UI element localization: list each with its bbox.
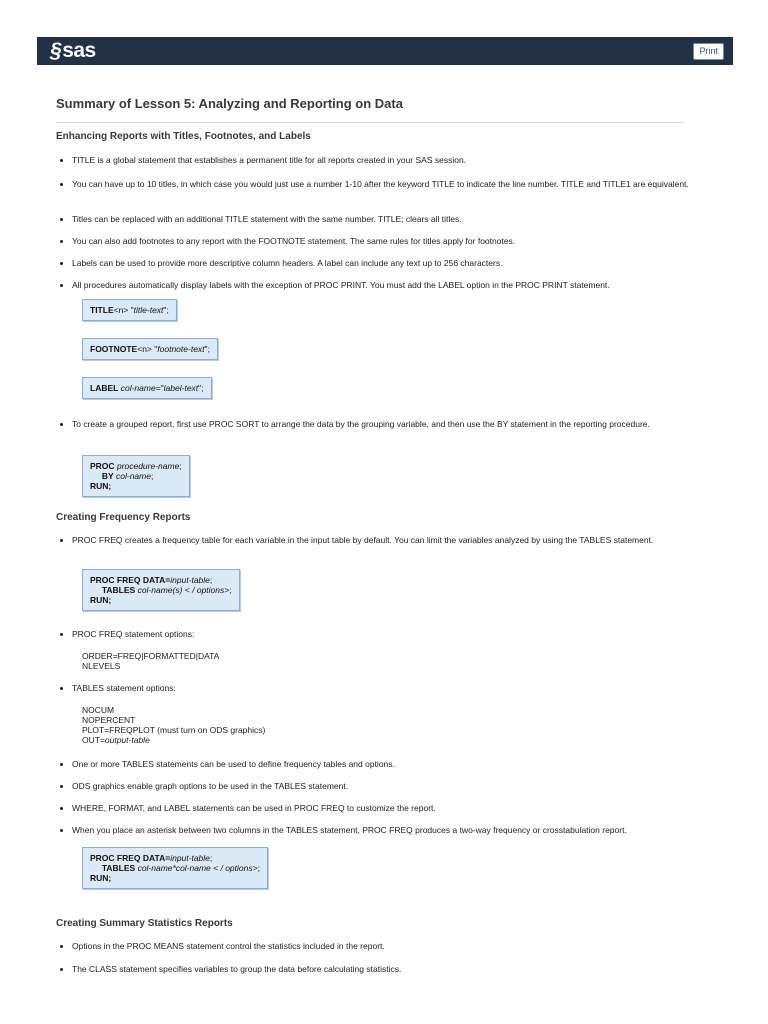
titles-bullet-list-7 [56, 419, 712, 429]
list-item: • The CLASS statement specifies variables to group the data before calculating statistics. [72, 964, 712, 974]
list-item: • PROC FREQ statement options: [72, 629, 712, 639]
top-banner [37, 37, 733, 65]
code-box-title: TITLE<n> "title-text"; [82, 299, 177, 321]
list-item: • WHERE, FORMAT, and LABEL statements can be used in PROC FREQ to customize the report. [72, 803, 712, 813]
freq-bullet-list-7 [56, 825, 732, 835]
list-item: • One or more TABLES statements can be used to define frequency tables and options. [72, 759, 712, 769]
freq-bullet-list-6 [56, 803, 712, 813]
list-item: • TITLE is a global statement that establishes a permanent title for all reports created in your SAS session. [72, 155, 712, 165]
freq-bullet-list-4 [56, 759, 712, 769]
sas-swirl-icon: § [50, 39, 62, 62]
list-item: • TABLES statement options: [72, 683, 712, 693]
freq-bullet-list-5 [56, 781, 712, 791]
section-heading-titles: Enhancing Reports with Titles, Footnotes, and Labels [56, 131, 311, 142]
list-item: • You can have up to 10 titles, in which case you would just use a number 1-10 after the keyword TITLE to indicate the line number. TITLE and TITLE1 are equivalent. [72, 179, 712, 189]
print-button[interactable]: Print [693, 43, 724, 60]
freq-bullet-list-3 [56, 683, 712, 693]
page-title: Summary of Lesson 5: Analyzing and Reporting on Data [56, 95, 683, 123]
code-box-proc-freq: PROC FREQ DATA=input-table; TABLES col-name(s) < / options>; RUN; [82, 569, 240, 611]
freq-options-block: ORDER=FREQ|FORMATTED|DATA NLEVELS [82, 651, 220, 671]
tables-options-block: NOCUM NOPERCENT PLOT=FREQPLOT (must turn on ODS graphics) OUT=output-table [82, 705, 266, 745]
code-box-footnote: FOOTNOTE<n> "footnote-text"; [82, 338, 218, 360]
code-box-crosstab: PROC FREQ DATA=input-table; TABLES col-name*col-name < / options>; RUN; [82, 847, 268, 889]
freq-bullet-list [56, 535, 712, 545]
titles-bullet-list-6 [56, 280, 712, 290]
section-heading-summary-stats: Creating Summary Statistics Reports [56, 918, 233, 929]
sas-logo: §sas [50, 39, 96, 62]
titles-bullet-list-4 [56, 236, 712, 246]
list-item: • All procedures automatically display labels with the exception of PROC PRINT. You must add the LABEL option in the PROC PRINT statement. [72, 280, 712, 290]
list-item: • Options in the PROC MEANS statement control the statistics included in the report. [72, 941, 712, 951]
summary-bullet-list-2 [56, 964, 712, 974]
titles-bullet-list [56, 155, 712, 165]
list-item: • PROC FREQ creates a frequency table for each variable in the input table by default. You can limit the variables analyzed by using the TABLES statement. [72, 535, 712, 545]
freq-bullet-list-2 [56, 629, 712, 639]
summary-bullet-list [56, 941, 712, 951]
titles-bullet-list-2 [56, 179, 712, 189]
code-box-by-group: PROC procedure-name; BY col-name; RUN; [82, 455, 190, 497]
titles-bullet-list-3 [56, 214, 712, 224]
list-item: • When you place an asterisk between two columns in the TABLES statement, PROC FREQ produces a two-way frequency or crosstabulation report. [72, 825, 732, 835]
list-item: • You can also add footnotes to any report with the FOOTNOTE statement. The same rules for titles apply for footnotes. [72, 236, 712, 246]
list-item: • ODS graphics enable graph options to be used in the TABLES statement. [72, 781, 712, 791]
titles-bullet-list-5 [56, 258, 712, 268]
list-item: • Titles can be replaced with an additional TITLE statement with the same number. TITLE; clears all titles. [72, 214, 712, 224]
list-item: • Labels can be used to provide more descriptive column headers. A label can include any text up to 256 characters. [72, 258, 712, 268]
section-heading-frequency: Creating Frequency Reports [56, 512, 191, 523]
code-box-label: LABEL col-name="label-text"; [82, 377, 212, 399]
list-item: • To create a grouped report, first use PROC SORT to arrange the data by the grouping variable, and then use the BY statement in the reporting procedure. [72, 419, 712, 429]
